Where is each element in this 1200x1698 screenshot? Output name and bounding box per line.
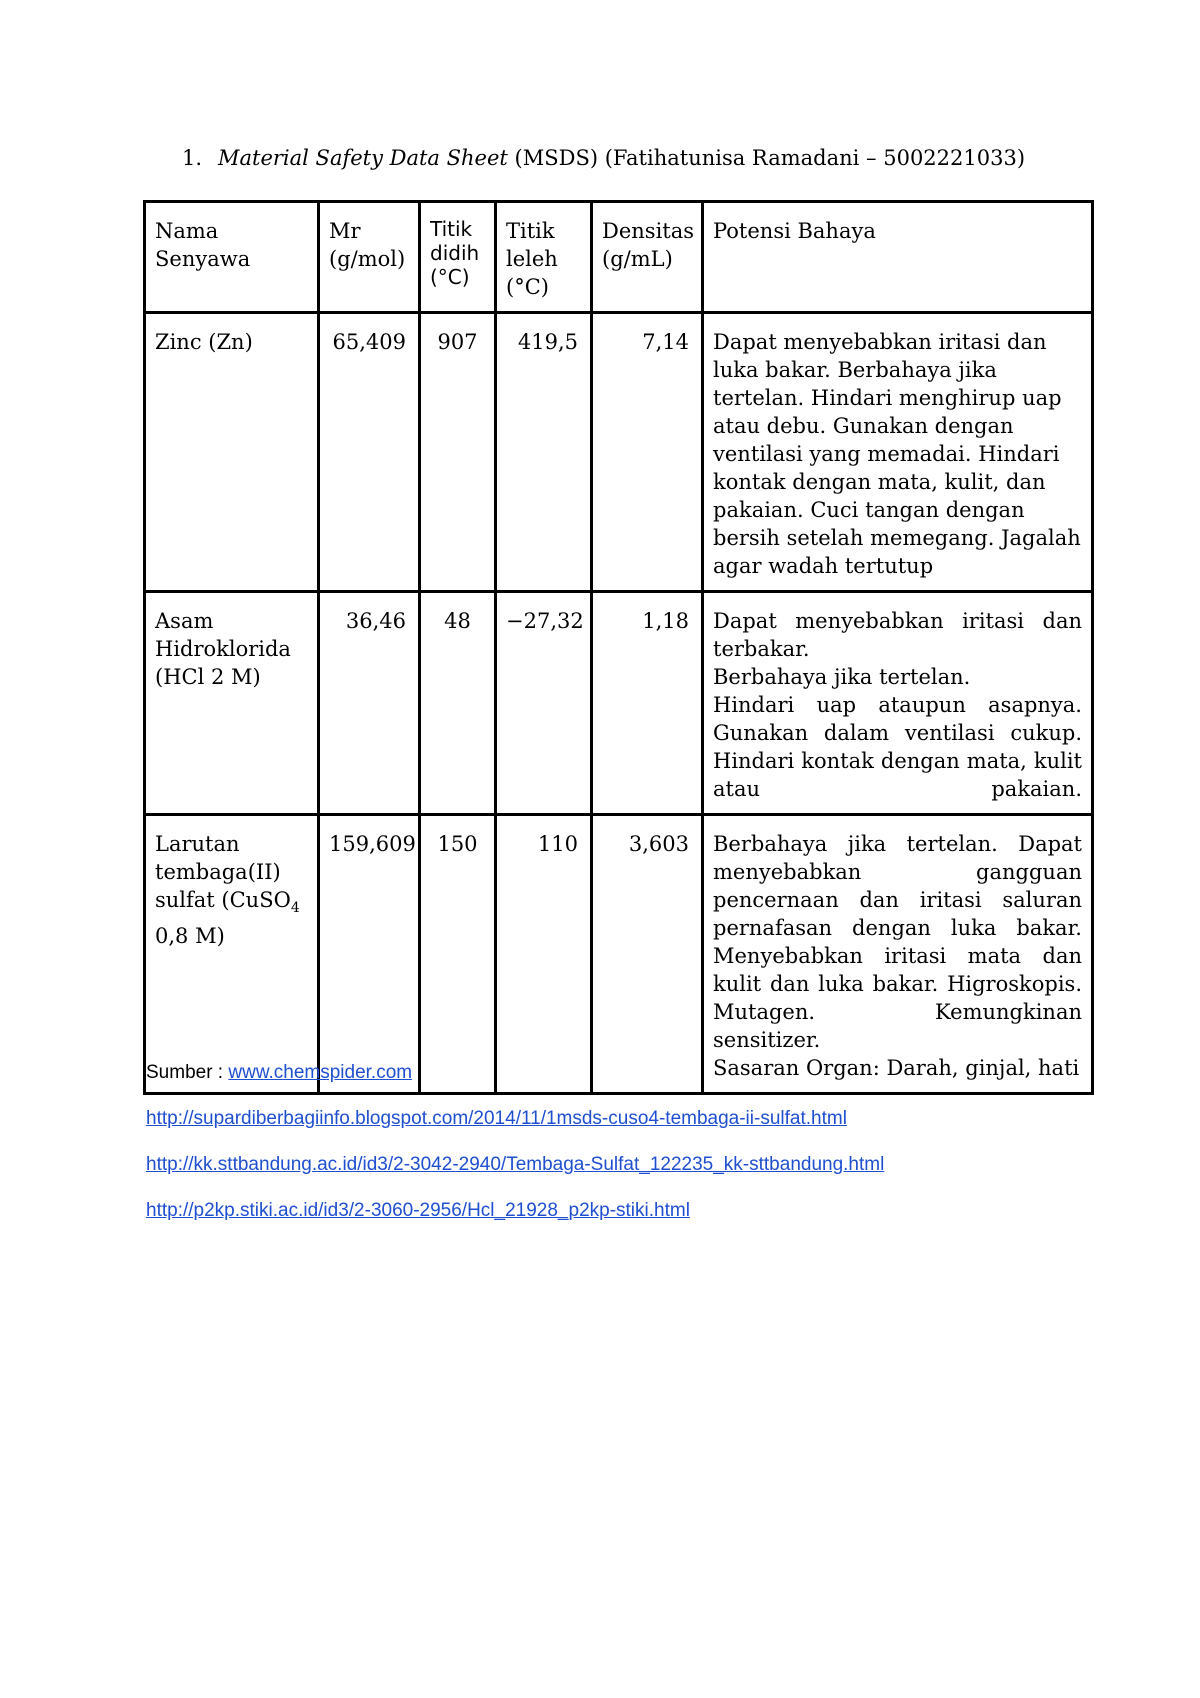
source-row — [146, 1106, 884, 1152]
table-row — [145, 592, 1093, 815]
row-zinc-density: 7,14 — [592, 313, 703, 592]
msds-table — [143, 200, 1094, 1095]
source-link-stiki[interactable]: http://p2kp.stiki.ac.id/id3/2-3060-2956/Hcl_21928_p2kp-stiki.html — [146, 1200, 690, 1221]
hazard-line: Berbahaya jika tertelan. — [713, 665, 971, 689]
row-hcl-mr: 36,46 — [319, 592, 420, 815]
hazard-text: Berbahaya jika tertelan. Dapat menyebabkan gangguan pencernaan dan iritasi saluran pernafasan dengan luka bakar. Menyebabkan iritasi mata dan kulit dan luka bakar. Higroskopis. Mutagen. Kemungkinan sensitizer. — [713, 832, 1082, 1052]
header-melting-point: Titik leleh (°C) — [496, 202, 592, 313]
source-row — [146, 1198, 884, 1244]
hazard-target-organ: Sasaran Organ: Darah, ginjal, hati — [713, 1056, 1080, 1080]
row-zinc-hazard: Dapat menyebabkan iritasi dan luka bakar. Berbahaya jika tertelan. Hindari menghirup uap atau debu. Gunakan dengan ventilasi yang memadai. Hindari kontak dengan mata, kulit, dan pakaian. Cuci tangan dengan bersih setelah memegang. Jagalah agar wadah tertutup — [703, 313, 1093, 592]
source-row — [146, 1060, 884, 1106]
hazard-line: Dapat menyebabkan iritasi dan terbakar. — [713, 609, 1082, 661]
table-row — [145, 313, 1093, 592]
source-link-supardi[interactable]: http://supardiberbagiinfo.blogspot.com/2014/11/1msds-cuso4-tembaga-ii-sulfat.html — [146, 1108, 847, 1129]
header-boiling-point: Titik didih (°C) — [420, 202, 496, 313]
hazard-line: Hindari kontak dengan mata, kulit atau pakaian. — [713, 749, 1082, 801]
table-row — [145, 815, 1093, 1094]
source-row — [146, 1152, 884, 1198]
row-cuso4-density: 3,603 — [592, 815, 703, 1094]
row-hcl-hazard — [703, 592, 1093, 815]
header-name: Nama Senyawa — [145, 202, 319, 313]
row-cuso4-melt: 110 — [496, 815, 592, 1094]
row-zinc-boil: 907 — [420, 313, 496, 592]
row-cuso4-mr: 159,609 — [319, 815, 420, 1094]
section-title-rest: (MSDS) (Fatihatunisa Ramadani – 5002221033) — [507, 146, 1026, 170]
section-number: 1. — [182, 146, 203, 170]
source-link-sttbandung[interactable]: http://kk.sttbandung.ac.id/id3/2-3042-2940/Tembaga-Sulfat_122235_kk-sttbandung.html — [146, 1154, 885, 1175]
sources-label: Sumber : — [146, 1062, 229, 1083]
row-cuso4-name — [145, 815, 319, 1094]
source-link-chemspider[interactable]: www.chemspider.com — [228, 1062, 413, 1083]
table-header-row — [145, 202, 1093, 313]
row-hcl-name: Asam Hidroklorida (HCl 2 M) — [145, 592, 319, 815]
section-heading — [182, 146, 1025, 170]
row-cuso4-name-part2: 0,8 M) — [155, 924, 225, 949]
row-cuso4-hazard — [703, 815, 1093, 1094]
sources-section — [146, 1060, 884, 1244]
header-mr: Mr (g/mol) — [319, 202, 420, 313]
row-cuso4-name-part1: Larutan tembaga(II) sulfat (CuSO — [155, 832, 291, 912]
row-zinc-melt: 419,5 — [496, 313, 592, 592]
section-title-italic: Material Safety Data Sheet — [218, 146, 508, 170]
row-hcl-boil: 48 — [420, 592, 496, 815]
row-zinc-name: Zinc (Zn) — [145, 313, 319, 592]
row-zinc-mr: 65,409 — [319, 313, 420, 592]
row-hcl-melt: −27,32 — [496, 592, 592, 815]
row-hcl-density: 1,18 — [592, 592, 703, 815]
hazard-line: Hindari uap ataupun asapnya. Gunakan dalam ventilasi cukup. — [713, 693, 1082, 745]
row-cuso4-name-subscript: 4 — [290, 900, 300, 917]
header-hazard: Potensi Bahaya — [703, 202, 1093, 313]
row-cuso4-boil: 150 — [420, 815, 496, 1094]
header-density: Densitas (g/mL) — [592, 202, 703, 313]
